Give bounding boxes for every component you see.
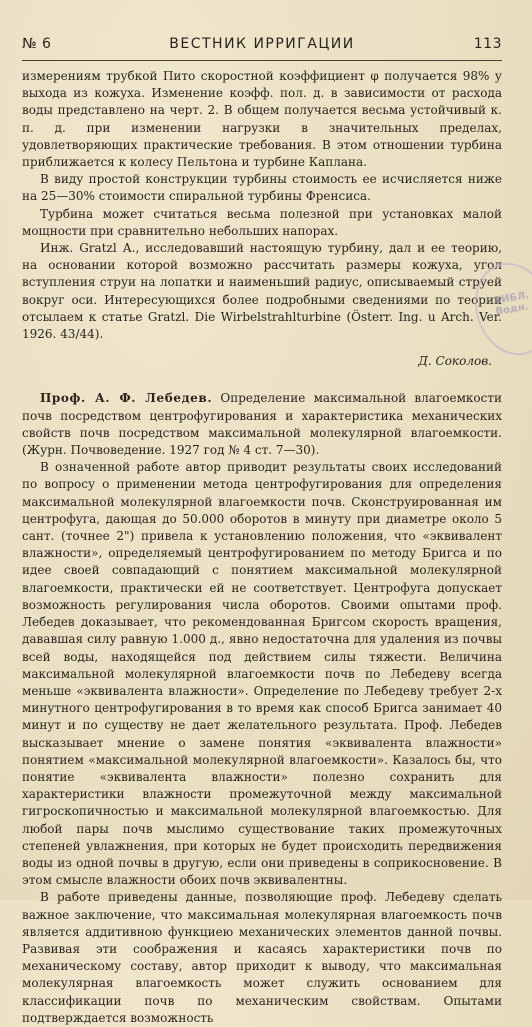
paragraph-cost: В виду простой конструкции турбины стоимость ее исчисляется ниже на 25—30% стоимости спиральной турбины Френсиса.: [22, 172, 502, 204]
article-body: [22, 68, 502, 1027]
author-signature: Д. Соколов.: [418, 354, 492, 369]
paragraph-usefulness: Турбина может считаться весьма полезной при установках малой мощности при сравнительно небольших напорах.: [22, 206, 502, 238]
review-paragraph-1: В означенной работе автор приводит результаты своих исследований по вопросу о применении метода центрофугирования для определения максимальной молекулярной влагоемкости почв. Сконструированная им центрофуга, дающая до 50.000 оборотов в минуту при диаметре около 5 сант. (точнее 2") привела к установлению положения, что «эквивалент влажности», определяемый центрофугированием по методу Бригса и по идее своей совпадающий с понятием максимальной молекулярной влагоемкости, практически ей не соответствует. Центрофуга допускает возможность регулирования числа оборотов. Своими опытами проф. Лебедев доказывает, что рекомендованная Бригсом скорость вращения, дававшая силу равную 1.000 д., явно недостаточна для удаления из почвы всей воды, находящейся под действием силы тяжести. Величина максимальной молекулярной влагоемкости почв по Лебедеву всегда меньше «эквивалента влажности». Определение по Лебедеву требует 2-х минутного центрофугирования в то время как способ Бригса занимает 40 минут и по существу не дает желательного результата. Проф. Лебедев высказывает мнение о замене понятия «эквивалента влажности» понятием «максимальной молекулярной влагоемкости». Казалось бы, что понятие «эквивалента влажности» полезно сохранить для характеристики влажности промежуточной между максимальной гигроскопичностью и максимальной молекулярной влагоемкостью. Для любой пары почв мыслимо существование таких промежуточных степеней увлажнения, при которых не будет происходить передвижения воды из одной почвы в другую, если они приведены в соприкосновение. В этом смысле влажности обоих почв эквивалентны.: [22, 460, 502, 888]
paragraph-continuation: измерениям трубкой Пито скоростной коэффициент φ получается 98% у выхода из кожуха. Изменение коэфф. пол. д. в зависимости от расхода воды представлено на черт. 2. В общем получается весьма устойчивый к. п. д. при изменении нагрузки в значительных пределах, удовлетворяющих практические требования. В этом отношении турбина приближается к колесу Пельтона и турбине Каплана.: [22, 69, 502, 170]
review-title: Определение максимальной влагоемкости почв посредством центрофугирования и характеристика механических свойств почв посредством максимальной молекулярной влагоемкости. (Журн. Почвоведение. 1927 год № 4 ст. 7—30).: [22, 391, 502, 458]
stamp-text: БИБЛ. Водн.: [492, 289, 530, 318]
review-lead: [22, 390, 502, 459]
running-header: [22, 36, 502, 58]
page-number: 113: [473, 36, 502, 52]
issue-number: № 6: [22, 36, 52, 52]
paragraph-theory: Инж. Gratzl А., исследовавший настоящую турбину, дал и ее теорию, на основании которой возможно рассчитать размеры кожуха, угол вступления струи на лопатки и наименьший радиус, описываемый струей вокруг оси. Интересующихся более подробными сведениями по теории отсылаем к статье Gratzl. Die Wirbelstrahlturbine (Österr. Ing. u Arch. Ver. 1926. 43/44).: [22, 241, 502, 342]
review-paragraph-2: В работе приведены данные, позволяющие проф. Лебедеву сделать важное заключение, что максимальная молекулярная влагоемкость почв является аддитивною функциею механических элементов данной почвы. Развивая эти соображения и касаясь характеристики почв по механическому составу, автор приходит к выводу, что максимальная молекулярная влагоемкость может служить основанием для классификации почв по механическим свойствам. Опытами подтверждается возможность: [22, 890, 502, 1025]
header-rule: [22, 60, 502, 61]
review-author: Проф. А. Ф. Лебедев.: [40, 391, 213, 406]
journal-title: ВЕСТНИК ИРРИГАЦИИ: [169, 36, 355, 52]
